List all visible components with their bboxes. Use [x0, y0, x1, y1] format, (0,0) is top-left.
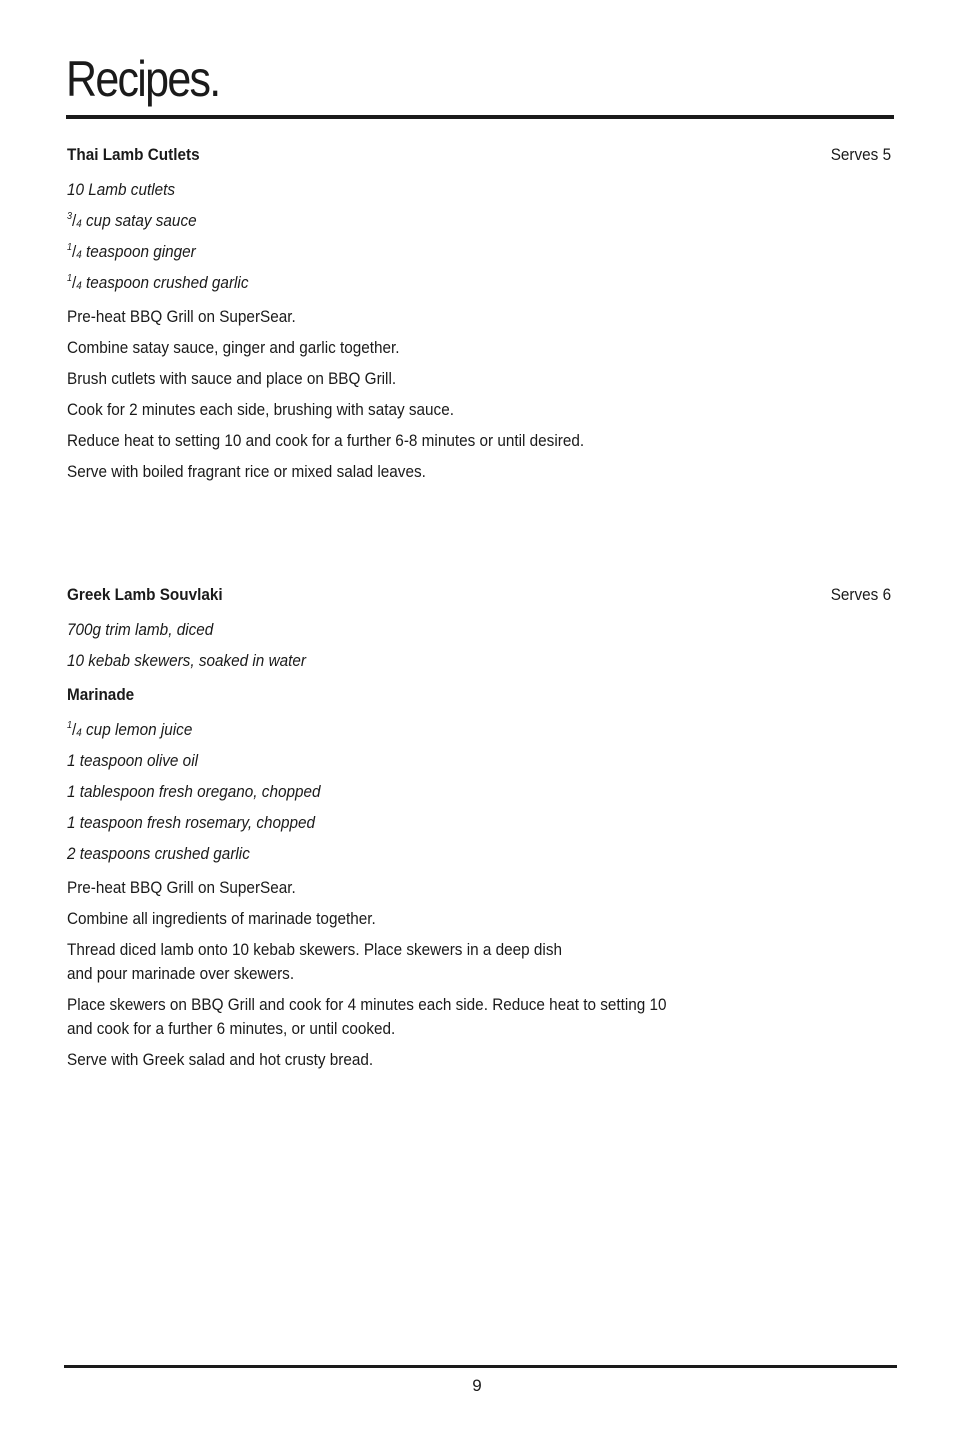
ingredient-label: 10 kebab skewers, soaked in water [67, 651, 306, 670]
ingredient-list [67, 174, 891, 298]
method-step [67, 938, 891, 986]
method-step-text: Brush cutlets with sauce and place on BBQ Grill. [67, 369, 397, 388]
recipe-name: Greek Lamb Souvlaki [67, 585, 223, 604]
recipe-greek-lamb-souvlaki [67, 583, 891, 1079]
ingredient-label: teaspoon ginger [81, 242, 196, 261]
method-step-text: Cook for 2 minutes each side, brushing with satay sauce. [67, 400, 454, 419]
title-divider [66, 115, 894, 119]
ingredient-label: 2 teaspoons crushed garlic [67, 844, 250, 863]
method-step [67, 398, 891, 422]
page-title: Recipes. [66, 51, 220, 107]
method-steps [67, 876, 891, 1072]
method-step-text: Combine all ingredients of marinade together. [67, 909, 376, 928]
method-step [67, 429, 891, 453]
ingredient-label: 10 Lamb cutlets [67, 180, 176, 199]
method-step-text: Place skewers on BBQ Grill and cook for 4 minutes each side. Reduce heat to setting 10 and cook for a further 6 minutes, or until cooked. [67, 995, 667, 1038]
footer-divider [64, 1365, 897, 1368]
ingredient-item [67, 614, 891, 645]
marinade-heading-text: Marinade [67, 685, 135, 704]
ingredient-item [67, 745, 891, 776]
ingredient-item [67, 776, 891, 807]
ingredient-text: $^1/_4$ cup lemon juice [67, 720, 193, 739]
ingredient-text: $^3/_4$ cup satay sauce [67, 211, 197, 230]
ingredient-label: 1 teaspoon olive oil [67, 751, 198, 770]
fraction-denominator: 4 [76, 249, 82, 261]
ingredient-label: teaspoon crushed garlic [81, 273, 249, 292]
ingredient-label: cup satay sauce [81, 211, 197, 230]
ingredient-label: 700g trim lamb, diced [67, 620, 214, 639]
recipe-header [67, 583, 891, 614]
page-number: 9 [472, 1376, 482, 1395]
fraction-denominator: 4 [76, 280, 82, 292]
ingredient-text [67, 776, 321, 807]
ingredient-item [67, 236, 891, 267]
ingredient-item [67, 807, 891, 838]
marinade-ingredient-list [67, 714, 891, 869]
ingredient-text [67, 614, 213, 645]
method-step [67, 367, 891, 391]
marinade-heading [67, 683, 891, 714]
method-step-text: Combine satay sauce, ginger and garlic together. [67, 338, 400, 357]
method-step-text: Serve with Greek salad and hot crusty bread. [67, 1050, 374, 1069]
method-step-text: Pre-heat BBQ Grill on SuperSear. [67, 307, 296, 326]
ingredient-text [67, 807, 315, 838]
fraction-numerator: 3 [67, 211, 73, 222]
ingredient-item [67, 714, 891, 745]
method-step [67, 907, 891, 931]
ingredient-item [67, 838, 891, 869]
ingredient-item [67, 205, 891, 236]
ingredient-list [67, 614, 891, 676]
serves-label: Serves 6 [830, 585, 891, 604]
ingredient-text [67, 645, 306, 676]
ingredient-label: 1 teaspoon fresh rosemary, chopped [67, 813, 316, 832]
ingredient-item [67, 267, 891, 298]
ingredient-text [67, 838, 250, 869]
serves-label: Serves 5 [830, 145, 891, 164]
method-step-text: Serve with boiled fragrant rice or mixed salad leaves. [67, 462, 426, 481]
fraction-denominator: 4 [76, 218, 82, 230]
ingredient-label: 1 tablespoon fresh oregano, chopped [67, 782, 321, 801]
fraction-numerator: 1 [67, 273, 73, 284]
ingredient-text [67, 174, 175, 205]
method-step-text: Thread diced lamb onto 10 kebab skewers. Place skewers in a deep dish and pour marinade over skewers. [67, 940, 562, 983]
method-steps [67, 305, 891, 484]
fraction-denominator: 4 [76, 727, 82, 739]
method-step [67, 993, 891, 1041]
ingredient-text: $^1/_4$ teaspoon crushed garlic [67, 273, 249, 292]
ingredient-item [67, 174, 891, 205]
method-step [67, 876, 891, 900]
recipe-name: Thai Lamb Cutlets [67, 145, 200, 164]
fraction-numerator: 1 [67, 720, 73, 731]
ingredient-text: $^1/_4$ teaspoon ginger [67, 242, 196, 261]
method-step [67, 460, 891, 484]
fraction-numerator: 1 [67, 242, 73, 253]
method-step-text: Pre-heat BBQ Grill on SuperSear. [67, 878, 296, 897]
method-step [67, 305, 891, 329]
recipe-thai-lamb-cutlets [67, 143, 891, 491]
ingredient-text [67, 745, 198, 776]
ingredient-label: cup lemon juice [81, 720, 193, 739]
method-step [67, 336, 891, 360]
method-step-text: Reduce heat to setting 10 and cook for a further 6-8 minutes or until desired. [67, 431, 585, 450]
recipe-header [67, 143, 891, 174]
method-step [67, 1048, 891, 1072]
ingredient-item [67, 645, 891, 676]
